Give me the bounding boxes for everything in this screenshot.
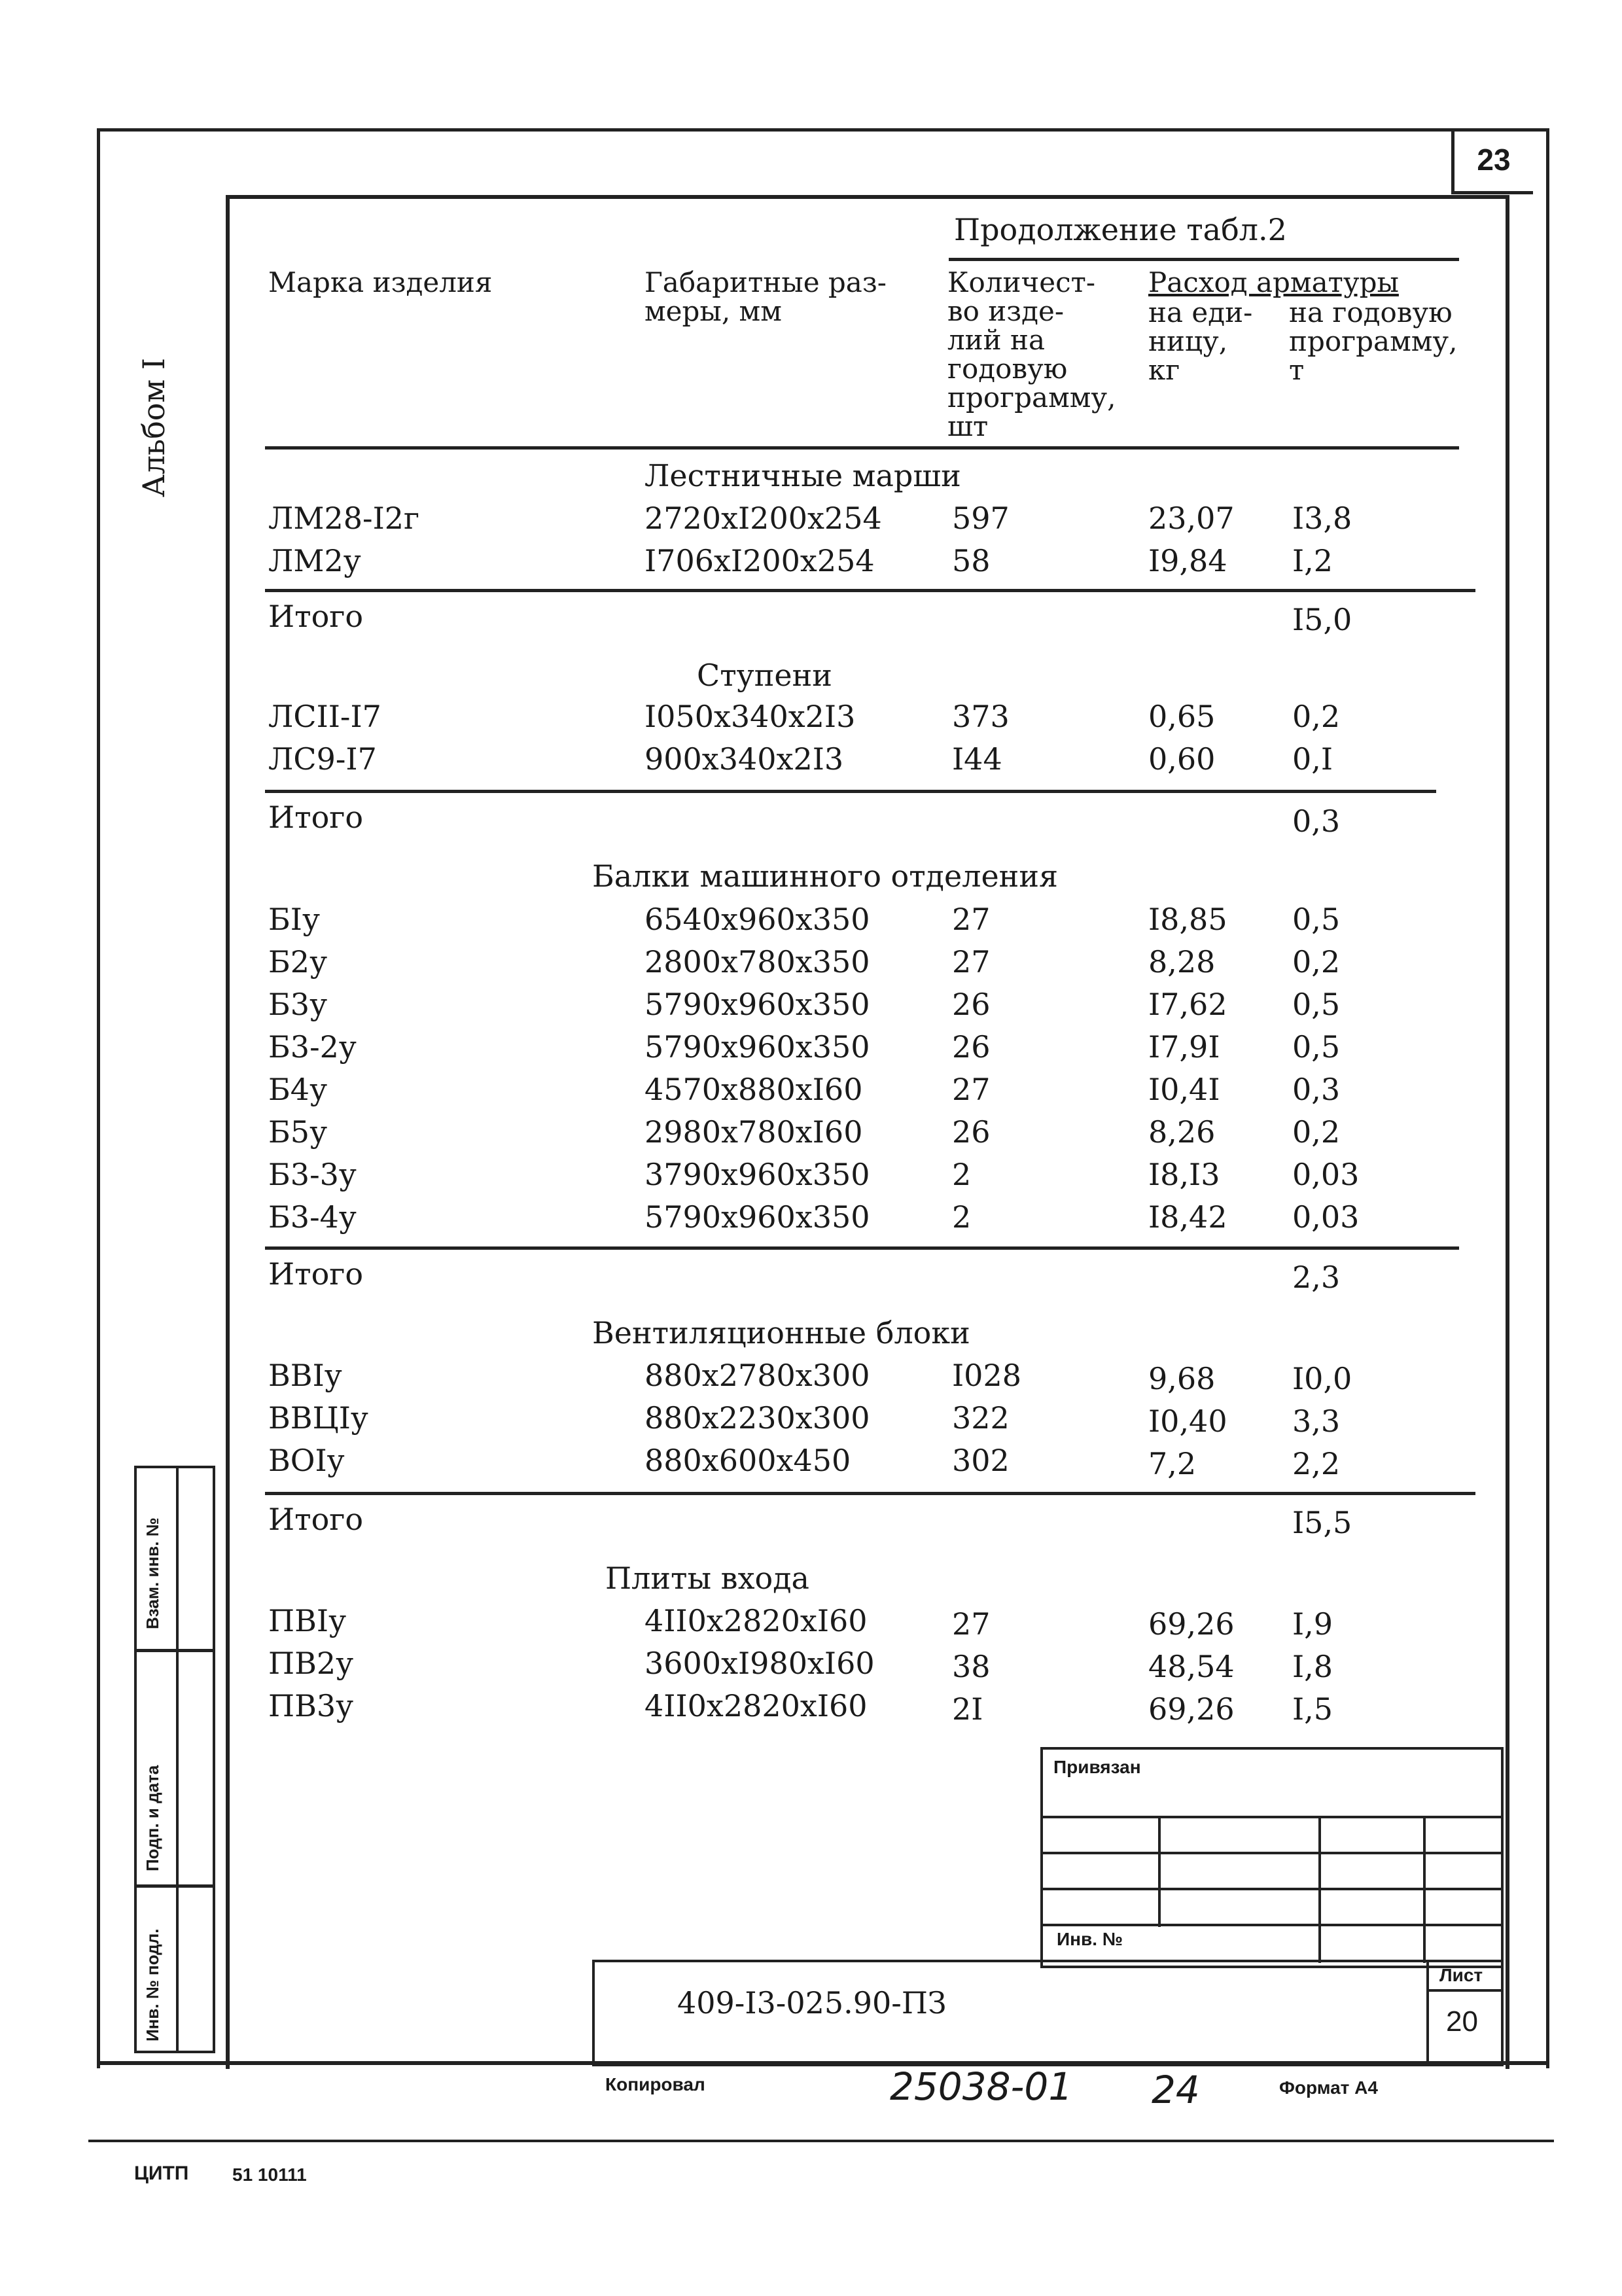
stamp-divider <box>134 1649 215 1652</box>
row-mark: ЛС9-I7 <box>268 741 377 777</box>
row-unit: I7,62 <box>1148 987 1227 1022</box>
row-mark: ПВ3у <box>268 1688 354 1723</box>
total-label: Итого <box>268 1502 364 1537</box>
row-mark: Б4у <box>268 1072 328 1107</box>
row-unit: 69,26 <box>1148 1691 1235 1727</box>
header-mark: Марка изделия <box>268 266 493 298</box>
row-mark: ВОIу <box>268 1443 345 1478</box>
row-dims: 2800х780х350 <box>644 944 870 980</box>
title-block-vline <box>1426 1960 1429 2061</box>
total-value: I5,5 <box>1292 1505 1352 1540</box>
total-line <box>265 790 1436 793</box>
row-dims: 5790х960х350 <box>644 1199 870 1235</box>
row-prog: 0,03 <box>1292 1157 1360 1192</box>
row-mark: Б3у <box>268 987 328 1022</box>
row-unit: 8,26 <box>1148 1114 1216 1150</box>
row-qty: 27 <box>952 1606 991 1642</box>
album-title: Альбом I <box>136 357 171 497</box>
row-mark: ЛМ2у <box>268 543 361 578</box>
total-label: Итого <box>268 1256 364 1292</box>
stamp-label-podp: Подп. и дата <box>143 1765 162 1871</box>
row-qty: 27 <box>952 944 991 980</box>
row-prog: I0,0 <box>1292 1361 1352 1396</box>
row-dims: 2980х780хI60 <box>644 1114 863 1150</box>
handwritten-page: 24 <box>1152 2068 1200 2112</box>
header-qty: Количест- во изде- лий на годовую программу, шт <box>947 266 1116 442</box>
row-dims: 4II0х2820хI60 <box>644 1603 868 1638</box>
row-unit: I7,9I <box>1148 1029 1220 1065</box>
section-title: Плиты входа <box>605 1561 809 1596</box>
row-unit: 9,68 <box>1148 1361 1216 1396</box>
row-prog: I,8 <box>1292 1649 1333 1684</box>
row-qty: I028 <box>952 1358 1021 1393</box>
row-qty: 27 <box>952 902 991 937</box>
row-qty: 322 <box>952 1400 1010 1436</box>
row-mark: ПВIу <box>268 1603 347 1638</box>
row-prog: 0,5 <box>1292 902 1341 937</box>
row-prog: I3,8 <box>1292 501 1352 536</box>
row-mark: Б3-2у <box>268 1029 357 1065</box>
total-line <box>265 589 1475 592</box>
row-dims: 900х340х2I3 <box>644 741 844 777</box>
row-qty: 26 <box>952 987 991 1022</box>
total-label: Итого <box>268 599 364 634</box>
row-dims: 3790х960х350 <box>644 1157 870 1192</box>
row-mark: Б3-3у <box>268 1157 357 1192</box>
row-dims: 880х600х450 <box>644 1443 851 1478</box>
row-prog: 0,5 <box>1292 987 1341 1022</box>
format-label: Формат А4 <box>1279 2077 1378 2098</box>
printer-name: ЦИТП <box>134 2163 189 2184</box>
row-mark: Б5у <box>268 1114 328 1150</box>
row-unit: 0,60 <box>1148 741 1216 777</box>
row-mark: ЛСII-I7 <box>268 699 381 734</box>
row-unit: I9,84 <box>1148 543 1227 578</box>
side-stamp-col2 <box>173 1466 215 2053</box>
row-qty: 2I <box>952 1691 983 1727</box>
row-qty: I44 <box>952 741 1002 777</box>
row-prog: 0,3 <box>1292 1072 1341 1107</box>
page-bottom-line <box>88 2140 1554 2142</box>
row-mark: ВВIу <box>268 1358 342 1393</box>
stamp-vline <box>1318 1816 1321 1963</box>
row-dims: I050х340х2I3 <box>644 699 856 734</box>
header-per-program: на годовую программу, т <box>1289 296 1458 386</box>
inventory-label: Инв. № <box>1057 1929 1123 1949</box>
row-prog: I,5 <box>1292 1691 1333 1727</box>
row-dims: 6540х960х350 <box>644 902 870 937</box>
header-dims: Габаритные раз- меры, мм <box>644 266 887 327</box>
section-title: Вентиляционные блоки <box>592 1315 970 1351</box>
row-mark: ВВЦIу <box>268 1400 368 1436</box>
sheet-num-value: 20 <box>1446 2005 1478 2038</box>
row-prog: 3,3 <box>1292 1404 1341 1439</box>
stamp-vline <box>1158 1816 1161 1927</box>
row-dims: 4II0х2820хI60 <box>644 1688 868 1723</box>
row-prog: 0,2 <box>1292 944 1341 980</box>
continuation-label: Продолжение табл.2 <box>954 212 1287 247</box>
total-value: 0,3 <box>1292 804 1341 839</box>
section-title: Лестничные марши <box>644 458 961 493</box>
title-block-line <box>1426 1989 1501 1992</box>
row-dims: 3600хI980хI60 <box>644 1646 875 1681</box>
row-unit: 7,2 <box>1148 1446 1197 1481</box>
stamp-line <box>1040 1924 1501 1926</box>
stamp-line <box>1040 1852 1501 1854</box>
header-per-unit: на еди- ницу, кг <box>1148 296 1253 386</box>
copied-label: Копировал <box>605 2074 705 2094</box>
row-dims: 4570х880хI60 <box>644 1072 863 1107</box>
row-prog: 2,2 <box>1292 1446 1341 1481</box>
total-line <box>265 1246 1459 1250</box>
row-unit: I8,42 <box>1148 1199 1227 1235</box>
header-top-line <box>949 258 1459 261</box>
row-mark: ЛМ28-I2г <box>268 501 420 536</box>
row-prog: 0,2 <box>1292 1114 1341 1150</box>
row-unit: I0,40 <box>1148 1404 1227 1439</box>
row-dims: I706хI200х254 <box>644 543 875 578</box>
row-prog: I,2 <box>1292 543 1333 578</box>
row-dims: 5790х960х350 <box>644 1029 870 1065</box>
sheet-label: Лист <box>1439 1965 1483 1985</box>
row-prog: I,9 <box>1292 1606 1333 1642</box>
row-unit: I8,I3 <box>1148 1157 1220 1192</box>
row-dims: 880х2780х300 <box>644 1358 870 1393</box>
row-unit: 23,07 <box>1148 501 1235 536</box>
row-mark: Б3-4у <box>268 1199 357 1235</box>
row-mark: БIу <box>268 902 321 937</box>
handwritten-number: 25038-01 <box>890 2064 1073 2109</box>
row-qty: 2 <box>952 1199 972 1235</box>
row-dims: 880х2230х300 <box>644 1400 870 1436</box>
stamp-label-inv: Инв. № подл. <box>143 1928 162 2041</box>
stamp-line <box>1040 1888 1501 1890</box>
stamp-divider <box>134 1884 215 1888</box>
row-unit: I8,85 <box>1148 902 1227 937</box>
total-line <box>265 1492 1475 1495</box>
row-qty: 26 <box>952 1114 991 1150</box>
row-qty: 38 <box>952 1649 991 1684</box>
row-prog: 0,5 <box>1292 1029 1341 1065</box>
total-label: Итого <box>268 800 364 835</box>
total-value: 2,3 <box>1292 1260 1341 1295</box>
row-prog: 0,2 <box>1292 699 1341 734</box>
row-qty: 27 <box>952 1072 991 1107</box>
row-prog: 0,03 <box>1292 1199 1360 1235</box>
row-qty: 58 <box>952 543 991 578</box>
row-unit: 48,54 <box>1148 1649 1235 1684</box>
section-title: Ступени <box>697 658 832 693</box>
printer-code: 51 10111 <box>232 2164 307 2185</box>
row-unit: 0,65 <box>1148 699 1216 734</box>
row-unit: 69,26 <box>1148 1606 1235 1642</box>
row-dims: 5790х960х350 <box>644 987 870 1022</box>
row-unit: I0,4I <box>1148 1072 1220 1107</box>
row-qty: 26 <box>952 1029 991 1065</box>
header-bottom-line <box>265 446 1459 450</box>
binding-label: Привязан <box>1053 1757 1141 1777</box>
stamp-vline <box>1423 1816 1426 1963</box>
total-value: I5,0 <box>1292 602 1352 637</box>
stamp-label-vzam: Взам. инв. № <box>143 1517 162 1629</box>
row-qty: 2 <box>952 1157 972 1192</box>
row-qty: 597 <box>952 501 1010 536</box>
row-qty: 373 <box>952 699 1010 734</box>
stamp-line <box>1040 1816 1501 1818</box>
row-mark: ПВ2у <box>268 1646 354 1681</box>
row-dims: 2720хI200х254 <box>644 501 882 536</box>
row-unit: 8,28 <box>1148 944 1216 980</box>
row-prog: 0,I <box>1292 741 1333 777</box>
section-title: Балки машинного отделения <box>592 858 1059 894</box>
row-qty: 302 <box>952 1443 1010 1478</box>
header-reinforcement: Расход арматуры <box>1148 266 1399 298</box>
document-code: 409-I3-025.90-ПЗ <box>677 1985 947 2021</box>
row-mark: Б2у <box>268 944 328 980</box>
sheet-number: 23 <box>1451 128 1533 194</box>
